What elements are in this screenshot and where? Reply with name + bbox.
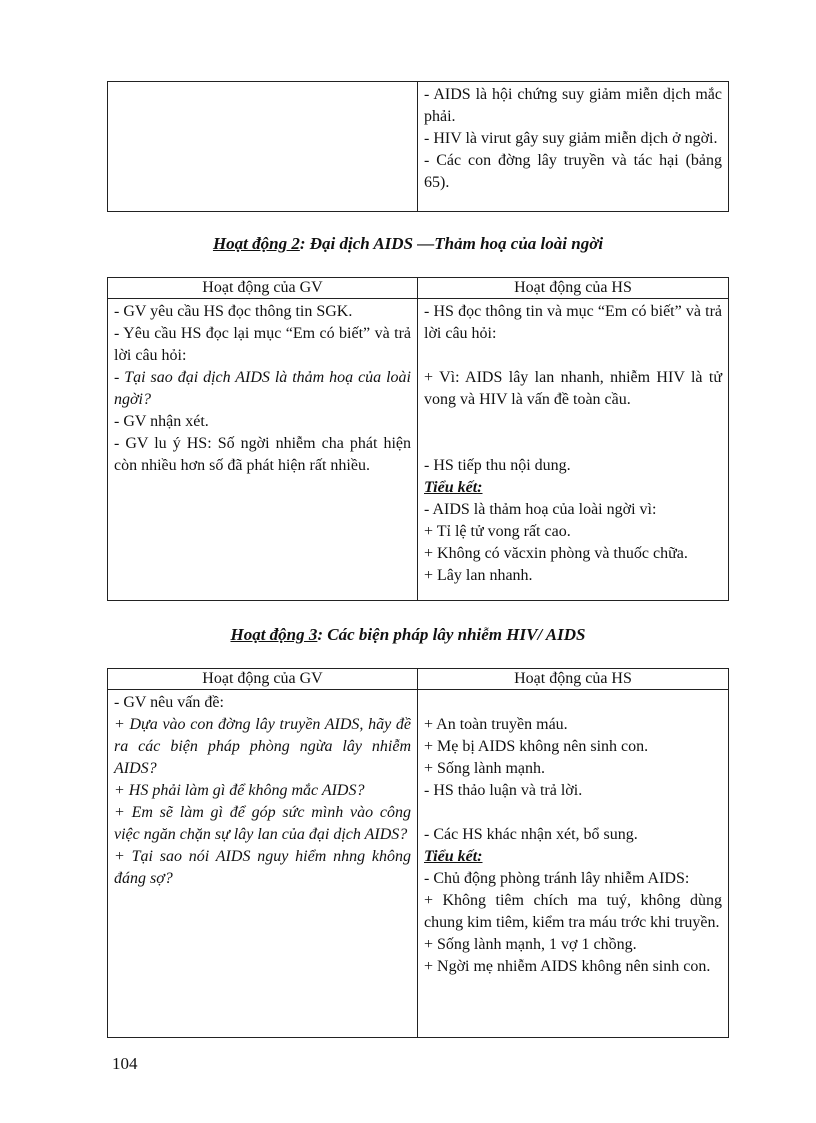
section3-table — [107, 668, 729, 1038]
s3-gv-line-4: + Em sẽ làm gì để góp sức mình vào công việc ngăn chặn sự lây lan của đại dịch AIDS? — [114, 804, 411, 843]
s3-hs-line-2: + Mẹ bị AIDS không nên sinh con. — [424, 738, 649, 755]
section2-gv-cell — [108, 299, 418, 601]
section3-col-gv: Hoạt động của GV — [108, 669, 418, 690]
s2-hs-line-5: + Tỉ lệ tử vong rất cao. — [424, 523, 571, 540]
s2-hs-line-2: + Vì: AIDS lây lan nhanh, nhiễm HIV là tử vong và HIV là vấn đề toàn cầu. — [424, 369, 722, 408]
s3-hs-line-4: - HS thảo luận và trả lời. — [424, 782, 583, 799]
section2-col-hs: Hoạt động của HS — [418, 278, 729, 299]
s2-gv-line-3: - Tại sao đại dịch AIDS là thảm hoạ của loài ngời? — [114, 369, 411, 408]
s3-tieu-ket: Tiểu kết: — [424, 848, 483, 865]
s3-gv-line-2: + Dựa vào con đờng lây truyền AIDS, hãy đề ra các biện pháp phòng ngừa lây nhiễm AIDS? — [114, 716, 411, 777]
section2-hs-cell — [418, 299, 729, 601]
top-line-3: - Các con đờng lây truyền và tác hại (bảng 65). — [424, 152, 722, 191]
section3-heading — [0, 625, 816, 645]
s3-gv-line-1: - GV nêu vấn đề: — [114, 694, 224, 711]
s2-hs-line-7: + Lây lan nhanh. — [424, 567, 533, 584]
s2-tieu-ket: Tiểu kết: — [424, 479, 483, 496]
s3-hs-line-9: + Ngời mẹ nhiễm AIDS không nên sinh con. — [424, 958, 711, 975]
section3-gv-cell — [108, 690, 418, 1038]
top-table — [107, 81, 729, 212]
s2-hs-line-3: - HS tiếp thu nội dung. — [424, 457, 571, 474]
s3-hs-line-3: + Sống lành mạnh. — [424, 760, 546, 777]
s2-gv-line-2: - Yêu cầu HS đọc lại mục “Em có biết” và trả lời câu hỏi: — [114, 325, 411, 364]
section2-table — [107, 277, 729, 601]
section2-label: Hoạt động 2 — [212, 234, 300, 253]
section3-title: : Các biện pháp lây nhiễm HIV/ AIDS — [317, 625, 586, 644]
s2-hs-line-4: - AIDS là thảm hoạ của loài ngời vì: — [424, 501, 657, 518]
page-number: 104 — [112, 1054, 138, 1073]
s3-gv-line-5: + Tại sao nói AIDS nguy hiểm nhng không đáng sợ? — [114, 848, 411, 887]
s2-gv-line-5: - GV lu ý HS: Số ngời nhiễm cha phát hiện còn nhiều hơn số đã phát hiện rất nhiều. — [114, 435, 411, 474]
top-line-2: - HIV là virut gây suy giảm miễn dịch ở ngời. — [424, 130, 718, 147]
top-line-1: - AIDS là hội chứng suy giảm miễn dịch mắc phải. — [424, 86, 722, 125]
section3-hs-cell — [418, 690, 729, 1038]
s2-gv-line-1: - GV yêu cầu HS đọc thông tin SGK. — [114, 303, 353, 320]
s2-hs-line-1: - HS đọc thông tin và mục “Em có biết” và trả lời câu hỏi: — [424, 303, 722, 342]
top-table-right-cell — [418, 82, 729, 212]
section2-title: : Đại dịch AIDS —Thảm hoạ của loài ngời — [299, 234, 604, 253]
section3-col-hs: Hoạt động của HS — [418, 669, 729, 690]
section2-heading — [0, 234, 816, 254]
section2-col-gv: Hoạt động của GV — [108, 278, 418, 299]
s3-hs-line-1: + An toàn truyền máu. — [424, 716, 568, 733]
s2-hs-line-6: + Không có văcxin phòng và thuốc chữa. — [424, 545, 688, 562]
s2-gv-line-4: - GV nhận xét. — [114, 413, 209, 430]
s3-hs-line-5: - Các HS khác nhận xét, bổ sung. — [424, 826, 638, 843]
s3-hs-line-7: + Không tiêm chích ma tuý, không dùng chung kim tiêm, kiểm tra máu trớc khi truyền. — [424, 892, 722, 931]
section3-label: Hoạt động 3 — [230, 625, 318, 644]
s3-gv-line-3: + HS phải làm gì để không mắc AIDS? — [114, 782, 365, 799]
s3-hs-line-6: - Chủ động phòng tránh lây nhiễm AIDS: — [424, 870, 690, 887]
s3-hs-line-8: + Sống lành mạnh, 1 vợ 1 chồng. — [424, 936, 637, 953]
top-table-left-cell — [108, 82, 418, 212]
